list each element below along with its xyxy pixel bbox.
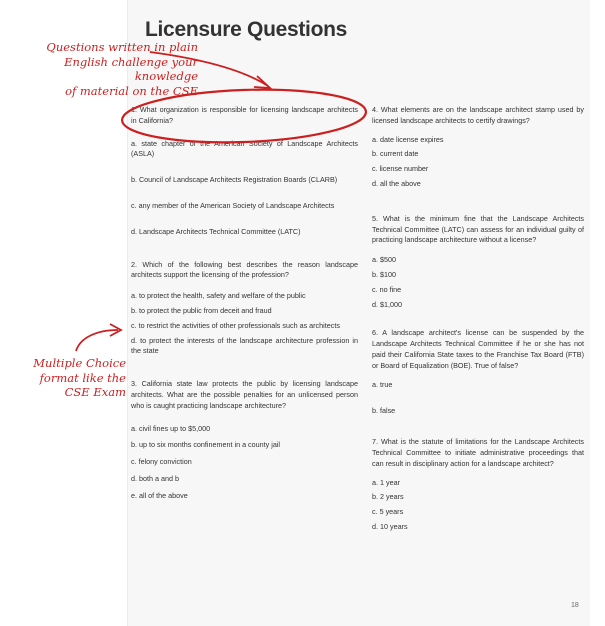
answer-option: e. all of the above xyxy=(131,490,188,500)
answer-options xyxy=(372,478,584,533)
answer-option: a. to protect the health, safety and welfare of the public xyxy=(131,291,306,301)
arrowhead-icon xyxy=(110,324,121,336)
answer-options xyxy=(131,291,358,357)
answer-options xyxy=(372,380,584,418)
annotation-line: Multiple Choice xyxy=(33,356,126,370)
answer-option: b. false xyxy=(372,406,396,416)
question-block xyxy=(131,105,358,238)
answer-option: d. Landscape Architects Technical Committee (LATC) xyxy=(131,226,301,236)
answer-option: d. $1,000 xyxy=(372,299,402,309)
answer-option: a. 1 year xyxy=(372,477,400,487)
answer-option: a. $500 xyxy=(372,255,396,265)
answer-option: a. true xyxy=(372,379,393,389)
answer-option: c. any member of the American Society of Landscape Architects xyxy=(131,200,335,210)
answer-option: b. Council of Landscape Architects Registration Boards (CLARB) xyxy=(131,175,338,185)
question-block xyxy=(372,105,584,190)
answer-option: c. to restrict the activities of other professionals such as architects xyxy=(131,320,340,330)
answer-option: c. license number xyxy=(372,164,429,174)
question-block xyxy=(372,328,584,417)
question-text: 6. A landscape architect's license can be suspended by the Landscape Architects Technical Committee if he or she has not paid their California State taxes to the Franchise Tax Board (FTB) or Board of Equalization (BOE). True of false? xyxy=(372,328,584,370)
questions-column-left xyxy=(131,105,358,502)
question-block xyxy=(372,214,584,311)
annotation-multiple-choice xyxy=(0,356,126,400)
answer-options xyxy=(131,139,358,238)
answer-options xyxy=(372,135,584,190)
answer-option: b. to protect the public from deceit and fraud xyxy=(131,305,272,315)
answer-option: b. up to six months confinement in a county jail xyxy=(131,440,281,450)
annotation-line: Questions written in plain xyxy=(46,40,198,54)
answer-option: d. all the above xyxy=(372,178,421,188)
answer-options xyxy=(131,424,358,502)
question-text: 3. California state law protects the public by licensing landscape architects. What are the possible penalties for an unlicensed person who is caught practicing landscape architecture? xyxy=(131,379,358,410)
answer-option: b. $100 xyxy=(372,269,396,279)
question-block xyxy=(131,379,358,501)
arrow-to-options-icon xyxy=(76,330,118,351)
annotation-line: format like the xyxy=(39,370,126,385)
answer-option: a. date license expires xyxy=(372,134,444,144)
questions-column-right xyxy=(372,105,584,533)
answer-option: d. to protect the interests of the landscape architecture profession in the state xyxy=(131,335,358,356)
question-text: 1. What organization is responsible for licensing landscape architects in California? xyxy=(131,105,358,125)
question-text: 5. What is the minimum fine that the Landscape Architects Technical Committee (LATC) can assess for an individual guilty of practicing landscape architecture without a license? xyxy=(372,213,584,245)
question-text: 2. Which of the following best describes the reason landscape architects support the licensing of the profession? xyxy=(131,259,358,280)
answer-options xyxy=(372,255,584,310)
page-number: 18 xyxy=(571,602,579,609)
question-block xyxy=(372,437,584,533)
answer-option: a. civil fines up to $5,000 xyxy=(131,423,211,433)
answer-option: b. 2 years xyxy=(372,492,404,502)
annotation-line: of material on the CSE xyxy=(65,84,198,99)
page-title: Licensure Questions xyxy=(145,18,348,41)
answer-option: d. 10 years xyxy=(372,521,408,531)
question-text: 4. What elements are on the landscape architect stamp used by licensed landscape architects to certify drawings? xyxy=(372,105,584,125)
answer-option: d. both a and b xyxy=(131,473,179,483)
answer-option: c. 5 years xyxy=(372,507,404,517)
question-block xyxy=(131,260,358,358)
annotation-line: CSE Exam xyxy=(64,385,126,400)
annotation-plain-english xyxy=(0,40,198,99)
answer-option: a. state chapter of the American Society of Landscape Architects (ASLA) xyxy=(131,138,358,159)
answer-option: b. current date xyxy=(372,149,419,159)
answer-option: c. felony conviction xyxy=(131,457,192,467)
question-text: 7. What is the statute of limitations for the Landscape Architects Technical Committee to initiate administrative proceedings that can result in disciplinary action for a landscape architect? xyxy=(372,437,584,468)
annotation-line: English challenge your knowledge xyxy=(64,54,198,84)
answer-option: c. no fine xyxy=(372,284,402,294)
